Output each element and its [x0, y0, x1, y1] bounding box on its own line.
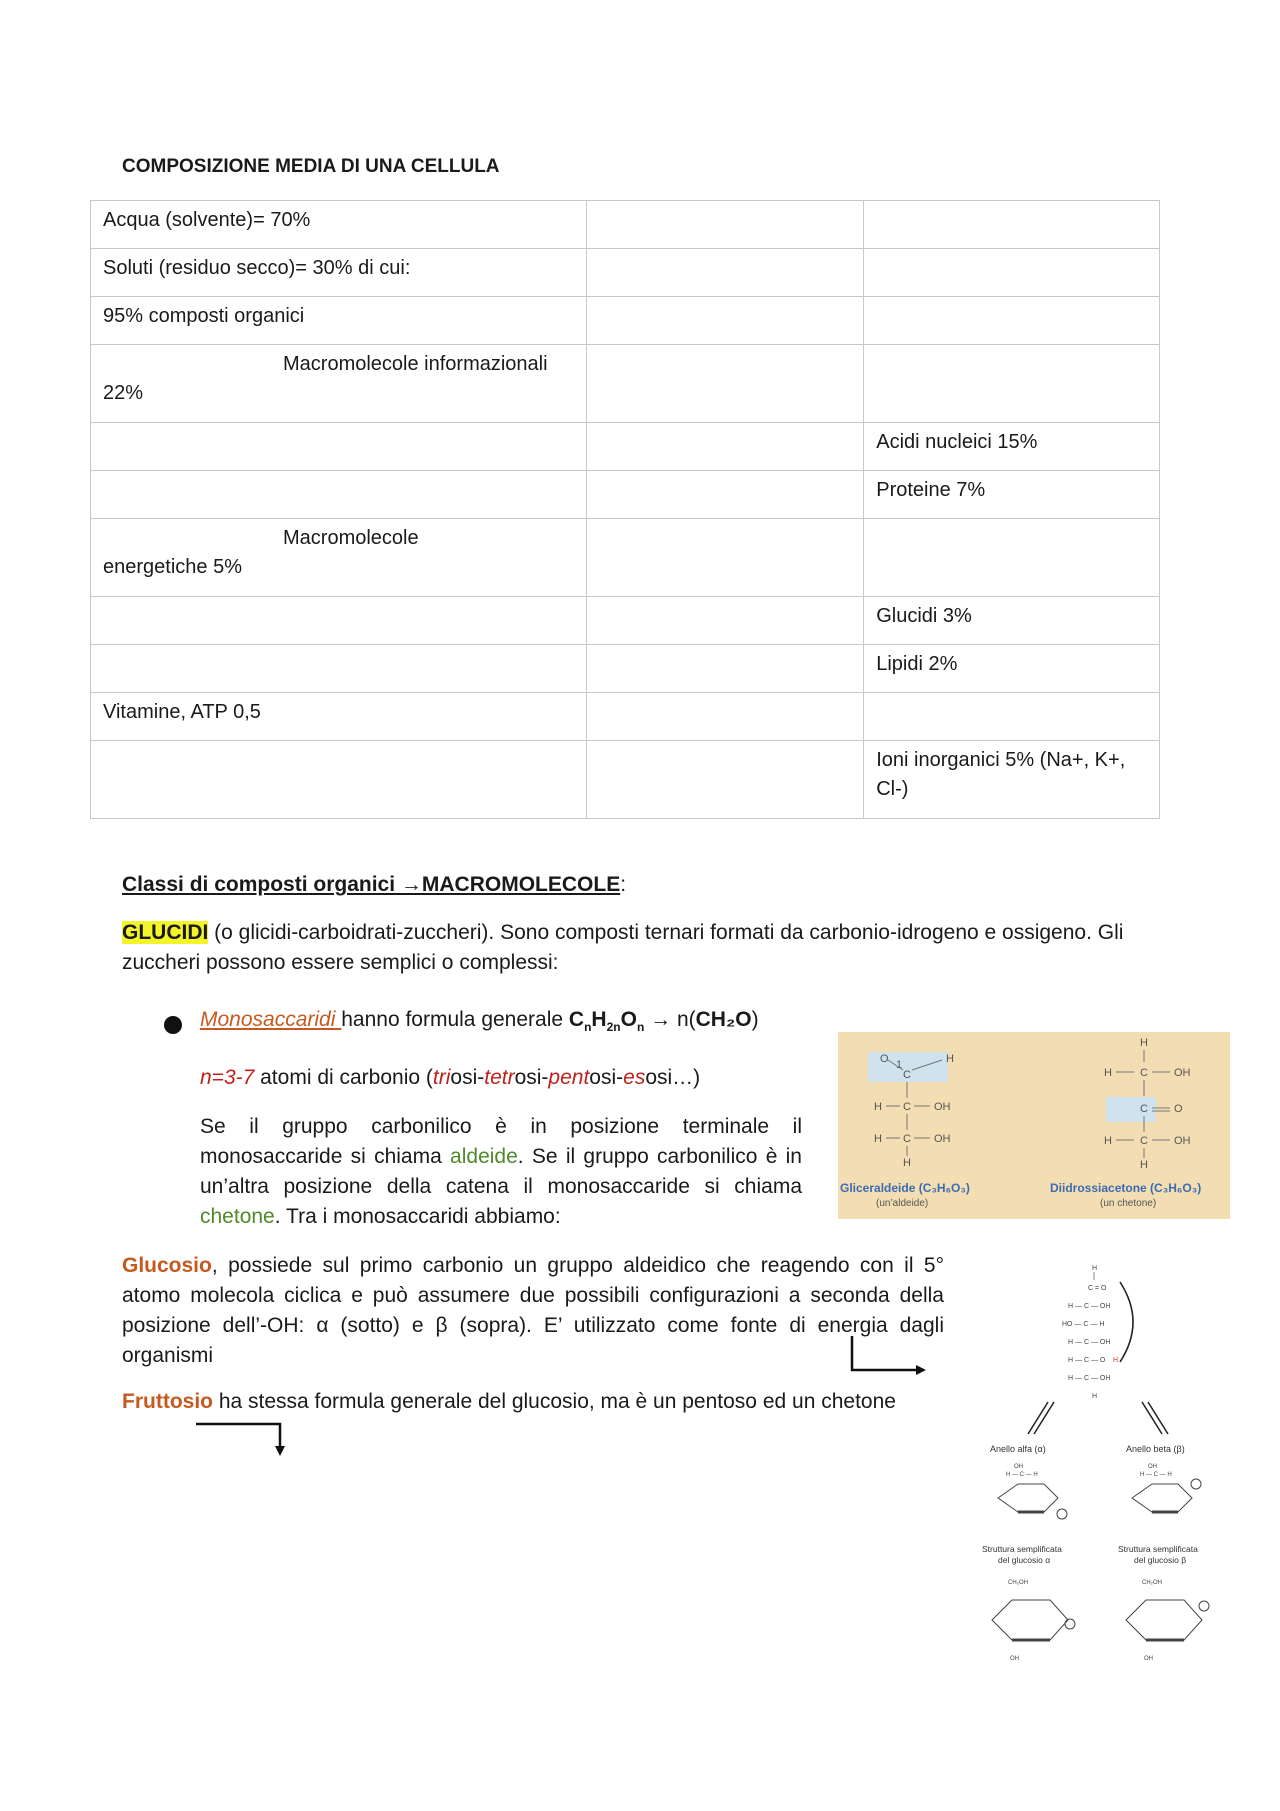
anello-alfa-label: Anello alfa (α) [990, 1444, 1046, 1454]
arrow-right-icon [848, 1334, 928, 1378]
table-cell [586, 471, 863, 519]
diidrossiacetone-sub: (un chetone) [1100, 1198, 1157, 1209]
table-cell [586, 645, 863, 693]
table-cell: Glucidi 3% [864, 597, 1160, 645]
table-cell [864, 345, 1160, 423]
chetone-term: chetone [200, 1205, 275, 1228]
table-cell [586, 249, 863, 297]
table-cell [91, 423, 587, 471]
svg-text:OH: OH [1010, 1656, 1019, 1662]
glucose-cyclization-figure [970, 1262, 1230, 1682]
table-cell: Acidi nucleici 15% [864, 423, 1160, 471]
table-row [91, 645, 1160, 693]
prefix-pent: pent [548, 1066, 590, 1089]
suffix: osi- [450, 1066, 485, 1089]
bullet-icon [164, 1016, 182, 1034]
fruttosio-label: Fruttosio [122, 1390, 213, 1413]
svg-text:H — C — H: H — C — H [1006, 1472, 1038, 1478]
svg-text:H — C — OH: H — C — OH [1068, 1339, 1111, 1346]
svg-text:H: H [903, 1157, 911, 1169]
svg-text:HO — C — H: HO — C — H [1062, 1321, 1105, 1328]
table-row [91, 201, 1160, 249]
svg-text:H — C — OH: H — C — OH [1068, 1303, 1111, 1310]
fruttosio-text: ha stessa formula generale del glucosio, ma è un pentoso ed un chetone [212, 1390, 896, 1413]
table-cell [586, 297, 863, 345]
svg-text:H — C — OH: H — C — OH [1068, 1375, 1111, 1382]
svg-text:H: H [1104, 1135, 1112, 1147]
atoms-text: atomi di carbonio ( [254, 1066, 433, 1089]
svg-text:1: 1 [896, 1059, 903, 1071]
svg-text:H: H [1092, 1265, 1098, 1272]
arrow-down-icon [194, 1420, 286, 1460]
table-row [91, 345, 1160, 423]
prefix-es: es [623, 1066, 646, 1089]
table-cell [586, 597, 863, 645]
svg-text:C: C [1140, 1135, 1148, 1147]
svg-text:H: H [1140, 1037, 1148, 1049]
svg-text:H: H [1092, 1393, 1098, 1400]
n-range: n=3-7 [200, 1066, 255, 1089]
page-title: COMPOSIZIONE MEDIA DI UNA CELLULA [122, 156, 500, 177]
suffix: osi- [514, 1066, 549, 1089]
table-cell [864, 297, 1160, 345]
svg-text:CH₂OH: CH₂OH [1142, 1580, 1162, 1586]
table-row [91, 423, 1160, 471]
svg-text:O: O [880, 1053, 889, 1065]
prefix-tetr: tetr [484, 1066, 515, 1089]
fruttosio-paragraph [122, 1390, 896, 1414]
table-cell-text: Macromolecole informazionali 22% [103, 353, 548, 404]
glucosio-text: , possiede sul primo carbonio un gruppo aldeidico che reagendo con il 5° atomo molecola ciclica e può assumere due possibili configurazioni a seconda della posizione dell’-OH: α (sotto) e β (sopra). E’ utilizzato come fonte di energia dagli organismi [122, 1254, 944, 1367]
svg-text:O: O [1174, 1103, 1183, 1115]
svg-text:OH: OH [1174, 1067, 1191, 1079]
svg-text:OH: OH [1174, 1135, 1191, 1147]
suffix: osi- [589, 1066, 624, 1089]
table-cell [864, 693, 1160, 741]
svg-text:H: H [1104, 1067, 1112, 1079]
table-cell: Proteine 7% [864, 471, 1160, 519]
table-cell: Vitamine, ATP 0,5 [91, 693, 587, 741]
svg-text:H: H [1140, 1159, 1148, 1171]
table-cell: Ioni inorganici 5% (Na+, K+, Cl-) [864, 741, 1160, 819]
table-cell: 95% composti organici [91, 297, 587, 345]
table-cell: Lipidi 2% [864, 645, 1160, 693]
table-cell [91, 471, 587, 519]
svg-text:OH: OH [1148, 1464, 1157, 1470]
table-cell [586, 345, 863, 423]
table-cell [586, 519, 863, 597]
section-header-colon: : [620, 873, 627, 896]
table-cell: Soluti (residuo secco)= 30% di cui: [91, 249, 587, 297]
glucosio-paragraph [122, 1251, 944, 1371]
carbonyl-paragraph [200, 1112, 802, 1232]
svg-text:C: C [903, 1069, 911, 1081]
svg-text:H — C — O: H — C — O [1068, 1357, 1106, 1364]
section-header [122, 873, 626, 897]
monosaccaridi-label: Monosaccaridi [200, 1008, 342, 1031]
table-cell [91, 345, 587, 423]
section-header-text: Classi di composti organici →MACROMOLECOLE [122, 873, 621, 896]
composition-table [90, 200, 1160, 819]
diidrossiacetone-caption: Diidrossiacetone (C₃H₆O₃) [1050, 1181, 1202, 1195]
svg-text:H: H [874, 1133, 882, 1145]
table-row [91, 249, 1160, 297]
glucidi-text: (o glicidi-carboidrati-zuccheri). Sono composti ternari formati da carbonio-idrogeno e ossigeno. Gli zuccheri possono essere semplici o complessi: [122, 921, 1124, 974]
table-cell-text: Macromolecole energetiche 5% [103, 527, 419, 578]
svg-text:C = O: C = O [1088, 1285, 1107, 1292]
aldeide-term: aldeide [450, 1145, 518, 1168]
table-cell [91, 519, 587, 597]
table-row [91, 297, 1160, 345]
table-cell [586, 693, 863, 741]
svg-text:H — C — H: H — C — H [1140, 1472, 1172, 1478]
svg-text:H: H [874, 1101, 882, 1113]
simplified-beta-1: Struttura semplificata [1118, 1544, 1198, 1554]
svg-text:OH: OH [934, 1101, 951, 1113]
carbon-atoms-line [200, 1066, 700, 1090]
svg-text:C: C [903, 1101, 911, 1113]
table-cell [91, 741, 587, 819]
glucidi-paragraph [122, 918, 1172, 978]
gliceraldeide-caption: Gliceraldeide (C₃H₆O₃) [840, 1181, 970, 1195]
svg-text:C: C [903, 1133, 911, 1145]
prefix-tri: tri [432, 1066, 451, 1089]
aldose-ketose-figure [838, 1032, 1230, 1219]
svg-text:OH: OH [934, 1133, 951, 1145]
table-row [91, 597, 1160, 645]
table-cell [864, 201, 1160, 249]
gliceraldeide-sub: (un’aldeide) [876, 1198, 929, 1209]
carbonyl-text-3: . Tra i monosaccaridi abbiamo: [274, 1205, 561, 1228]
svg-text:C: C [1140, 1103, 1148, 1115]
formula-ch2o: CH₂O [695, 1008, 752, 1031]
glucosio-label: Glucosio [122, 1254, 212, 1277]
glucidi-label: GLUCIDI [122, 921, 209, 944]
monosaccaridi-line [200, 1008, 759, 1034]
table-cell [864, 519, 1160, 597]
simplified-alpha-2: del glucosio α [998, 1555, 1051, 1565]
table-row [91, 693, 1160, 741]
suffix: osi…) [645, 1066, 701, 1089]
monosaccaridi-text: hanno formula generale [341, 1008, 569, 1031]
table-cell [586, 201, 863, 249]
table-cell [586, 423, 863, 471]
svg-text:H: H [946, 1053, 954, 1065]
general-formula: $C_nH_{2n}O_n$ [568, 1008, 645, 1035]
simplified-beta-2: del glucosio β [1134, 1555, 1187, 1565]
formula-close: ) [751, 1008, 759, 1031]
carbonyl-text-2: . Se il gruppo carbonilico è in un’altra posizione della catena il monosaccaride si chiama [200, 1145, 802, 1198]
carbonyl-text-1: Se il gruppo carbonilico è in posizione terminale il monosaccaride si chiama [200, 1115, 802, 1168]
simplified-alpha-1: Struttura semplificata [982, 1544, 1062, 1554]
table-row [91, 471, 1160, 519]
svg-text:CH₂OH: CH₂OH [1008, 1580, 1028, 1586]
table-cell [91, 597, 587, 645]
table-cell: Acqua (solvente)= 70% [91, 201, 587, 249]
anello-beta-label: Anello beta (β) [1126, 1444, 1185, 1454]
table-row [91, 519, 1160, 597]
formula-arrow: → n( [644, 1008, 696, 1031]
svg-text:C: C [1140, 1067, 1148, 1079]
table-cell [864, 249, 1160, 297]
table-cell [586, 741, 863, 819]
svg-text:OH: OH [1014, 1464, 1023, 1470]
table-cell [91, 645, 587, 693]
table-row [91, 741, 1160, 819]
svg-text:OH: OH [1144, 1656, 1153, 1662]
svg-text:H: H [1113, 1357, 1119, 1364]
